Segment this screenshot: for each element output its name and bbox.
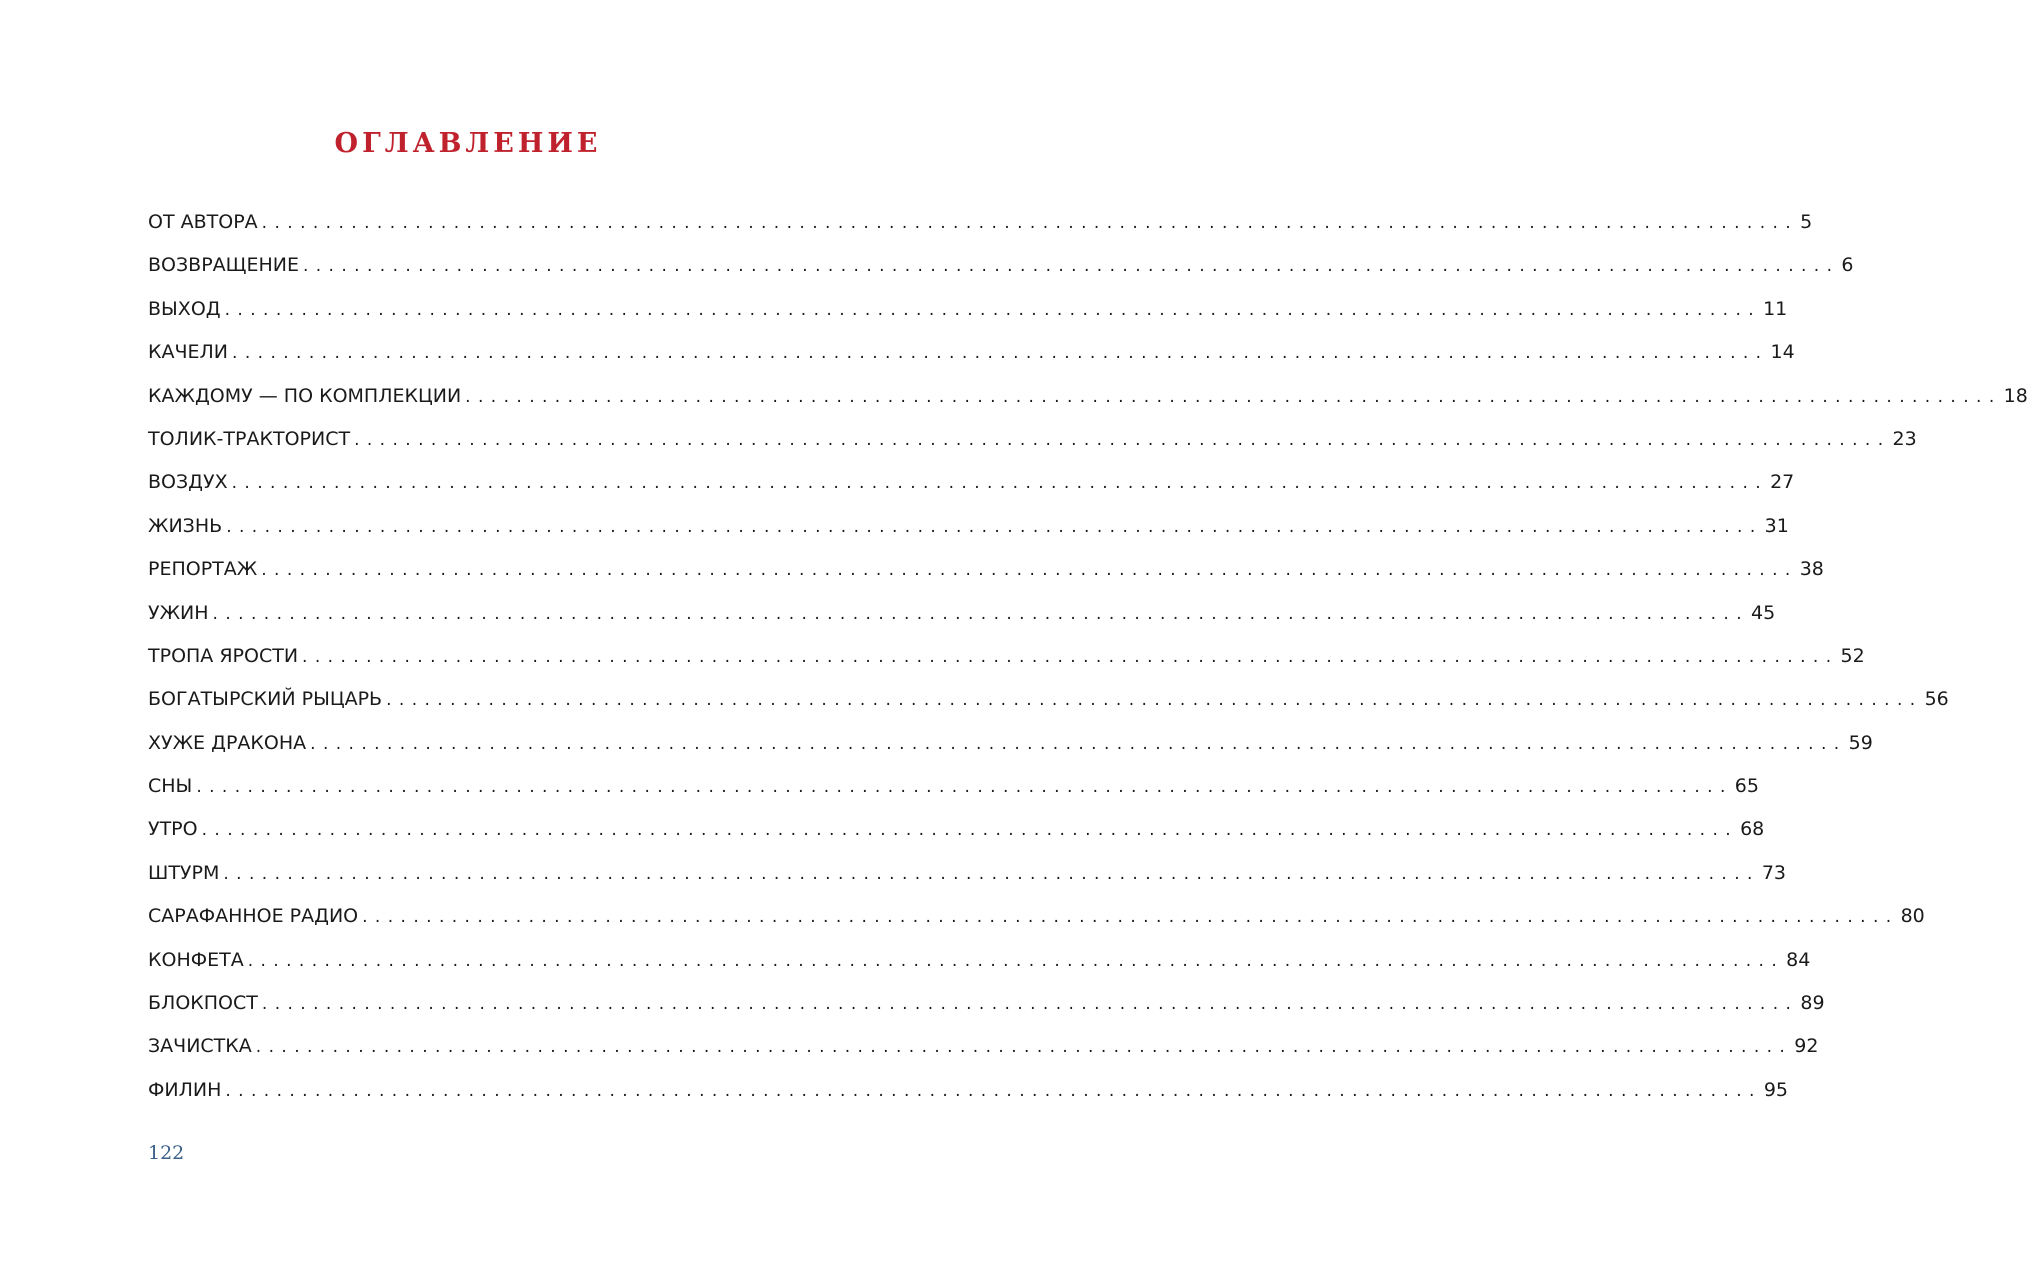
toc-entry	[148, 808, 1765, 851]
toc-entry	[148, 548, 1824, 591]
dot-leader: ........................................................................................................................	[247, 950, 1785, 971]
toc-entry-page: 31	[1764, 514, 1789, 537]
toc-entry-page: 73	[1761, 861, 1787, 884]
toc-entry-page: 52	[1840, 644, 1865, 667]
toc-entry-title: ТРОПА ЯРОСТИ	[148, 644, 299, 667]
dot-leader: ........................................................................................................................	[226, 516, 1763, 537]
toc-entry-title: САРАФАННОЕ РАДИО	[148, 905, 359, 928]
toc-entry-title: РЕПОРТАЖ	[148, 558, 258, 581]
dot-leader: ........................................................................................................................	[225, 1080, 1762, 1101]
toc-entry-title: ЗАЧИСТКА	[148, 1035, 252, 1058]
toc-entry-title: УТРО	[148, 818, 198, 841]
toc-title: ОГЛАВЛЕНИЕ	[334, 128, 602, 159]
toc-entry	[148, 765, 1759, 808]
toc-entry-page: 11	[1763, 297, 1788, 320]
page-number: 122	[148, 1142, 185, 1164]
dot-leader: ........................................................................................................................	[362, 907, 1899, 928]
toc-entry	[148, 1069, 1789, 1112]
toc-entry	[148, 722, 1873, 765]
toc-entry-page: 56	[1924, 688, 1949, 711]
toc-entry-page: 6	[1841, 254, 1854, 277]
toc-entry-page: 95	[1763, 1078, 1789, 1101]
toc-entry	[148, 461, 1795, 504]
toc-entry	[148, 288, 1788, 331]
dot-leader: ........................................................................................................................	[261, 213, 1799, 233]
toc-entry-title: БОГАТЫРСКИЙ РЫЦАРЬ	[148, 688, 383, 711]
toc-entry	[148, 895, 1925, 938]
dot-leader: ........................................................................................................................	[223, 863, 1760, 884]
toc-entry-title: КОНФЕТА	[148, 948, 244, 971]
toc-entry	[148, 592, 1776, 635]
toc-entry-page: 38	[1799, 558, 1824, 581]
toc-entry-title: ТОЛИК-ТРАКТОРИСТ	[148, 427, 351, 450]
dot-leader: ........................................................................................................................	[255, 1037, 1793, 1058]
toc-entry-title: БЛОКПОСТ	[148, 992, 258, 1015]
dot-leader: ........................................................................................................................	[261, 560, 1798, 581]
toc-entry	[148, 201, 1813, 244]
toc-entry	[148, 852, 1787, 895]
toc-entry-title: КАЖДОМУ — ПО КОМПЛЕКЦИИ	[148, 384, 462, 407]
toc-entry	[148, 982, 1825, 1025]
toc-entry-page: 92	[1794, 1035, 1819, 1058]
toc-list	[148, 201, 2028, 1112]
toc-entry-title: ЖИЗНЬ	[148, 514, 223, 537]
dot-leader: ........................................................................................................................	[386, 690, 1923, 711]
toc-entry-page: 23	[1892, 427, 1917, 450]
toc-entry-page: 65	[1734, 775, 1759, 798]
toc-entry-page: 68	[1740, 818, 1765, 841]
toc-entry-page: 80	[1900, 905, 1925, 928]
toc-entry	[148, 375, 2028, 418]
dot-leader: ........................................................................................................................	[231, 473, 1769, 494]
dot-leader: ........................................................................................................................	[302, 256, 1840, 277]
toc-entry-page: 14	[1770, 341, 1795, 364]
dot-leader: ........................................................................................................................	[196, 777, 1733, 798]
dot-leader: ........................................................................................................................	[354, 429, 1891, 450]
dot-leader: ........................................................................................................................	[302, 646, 1839, 667]
toc-entry-title: УЖИН	[148, 601, 209, 624]
toc-entry	[148, 418, 1917, 461]
toc-entry	[148, 331, 1795, 374]
toc-entry-page: 84	[1786, 948, 1811, 971]
toc-entry-page: 18	[2003, 384, 2028, 407]
dot-leader: ........................................................................................................................	[212, 603, 1750, 624]
toc-entry-title: ВОЗДУХ	[148, 471, 228, 494]
toc-entry-page: 27	[1770, 471, 1795, 494]
toc-entry	[148, 678, 1949, 721]
toc-entry	[148, 505, 1789, 548]
toc-entry-page: 5	[1800, 211, 1813, 233]
toc-entry-page: 89	[1800, 992, 1825, 1015]
toc-entry-title: СНЫ	[148, 775, 193, 798]
toc-entry-title: ВЫХОД	[148, 297, 221, 320]
dot-leader: ........................................................................................................................	[261, 994, 1799, 1015]
dot-leader: ........................................................................................................................	[310, 733, 1847, 754]
toc-entry-title: ФИЛИН	[148, 1078, 222, 1101]
toc-entry-page: 59	[1848, 731, 1873, 754]
toc-entry	[148, 939, 1811, 982]
toc-entry-title: ВОЗВРАЩЕНИЕ	[148, 254, 299, 277]
toc-entry	[148, 635, 1865, 678]
toc-entry-title: ХУЖЕ ДРАКОНА	[148, 731, 307, 754]
toc-entry	[148, 1025, 1819, 1068]
dot-leader: ........................................................................................................................	[465, 386, 2002, 407]
toc-entry	[148, 244, 1854, 287]
dot-leader: ........................................................................................................................	[232, 343, 1769, 364]
toc-entry-page: 45	[1751, 601, 1776, 624]
toc-entry-title: ОТ АВТОРА	[148, 211, 258, 233]
toc-entry-title: КАЧЕЛИ	[148, 341, 229, 364]
dot-leader: ........................................................................................................................	[201, 820, 1739, 841]
dot-leader: ........................................................................................................................	[224, 299, 1762, 320]
toc-entry-title: ШТУРМ	[148, 861, 220, 884]
